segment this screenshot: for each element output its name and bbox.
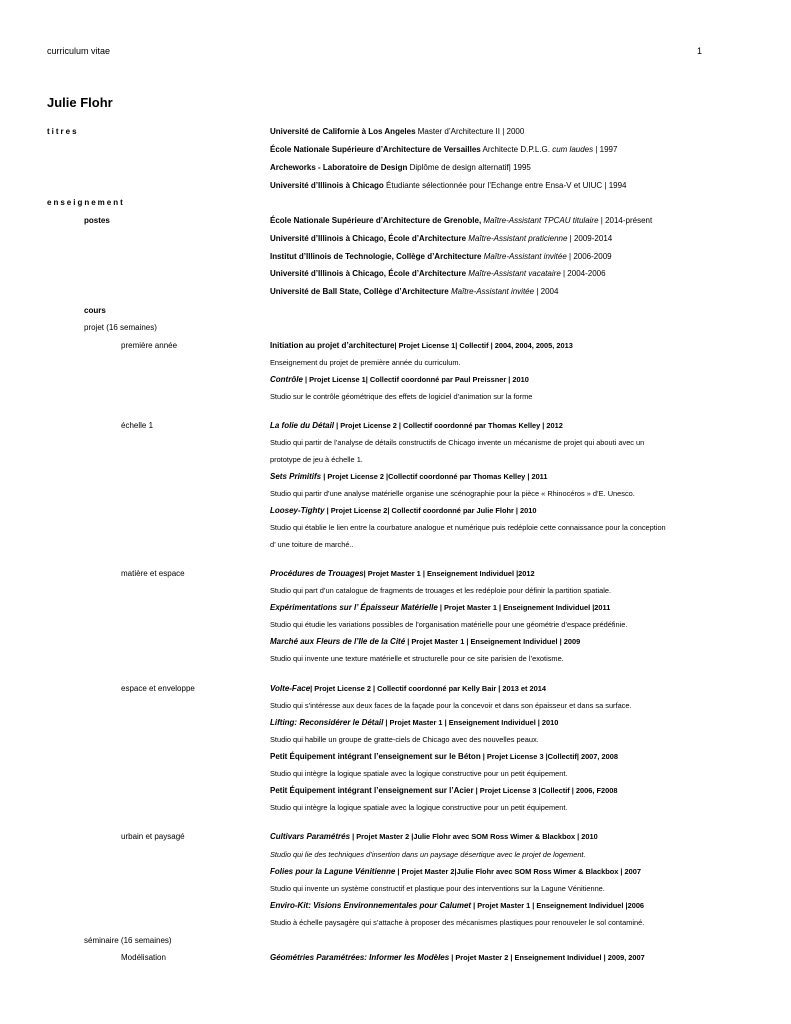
- titre-detail: Diplôme de design alternatif| 1995: [407, 163, 531, 172]
- course-description: Studio qui s’intéresse aux deux faces de la façade pour la concevoir et dans son épaisseur et dans sa surface.: [270, 701, 632, 710]
- course-title: Procédures de Trouages| Projet Master 1 | Enseignement Individuel |2012: [270, 569, 535, 578]
- group-label-urbain-paysage: urbain et paysagé: [121, 832, 185, 841]
- course-description: Studio qui étudie les variations possibles de l’organisation matérielle pour une géométrie d’espace prédéfinie.: [270, 620, 628, 629]
- course-title: Expérimentations sur l’ Épaisseur Matérielle | Projet Master 1 | Enseignement Individuel |2011: [270, 603, 611, 612]
- course-description: Studio qui intègre la logique spatiale avec la logique constructive pour un petit équipement.: [270, 769, 568, 778]
- poste-entry: [270, 269, 606, 278]
- group-label-premiere-annee: première année: [121, 341, 178, 350]
- course-description: prototype de jeu à échelle 1.: [270, 455, 363, 464]
- poste-role: Maître-Assistant TPCAU titulaire: [481, 216, 599, 225]
- poste-entry: [270, 252, 612, 261]
- course-description: Studio qui habille un groupe de gratte-ciels de Chicago avec des nouvelles peaux.: [270, 735, 539, 744]
- course-title: Contrôle | Projet License 1| Collectif coordonné par Paul Preissner | 2010: [270, 375, 529, 384]
- poste-entry: [270, 287, 558, 296]
- course-description: Studio qui partir de l’analyse de détails constructifs de Chicago invente un mécanisme de projet qui abouti avec un: [270, 438, 645, 447]
- header-label: curriculum vitae: [47, 46, 111, 56]
- group-label-modelisation: Modélisation: [121, 953, 166, 962]
- course-title: Petit Équipement intégrant l’enseignement sur le Béton | Projet License 3 |Collectif| 2007, 2008: [270, 752, 618, 761]
- poste-role: Maître-Assistant praticienne: [466, 234, 568, 243]
- poste-institution: Université d’Illinois à Chicago, École d’Architecture: [270, 234, 467, 243]
- course-title: Marché aux Fleurs de l’Ile de la Cité | Projet Master 1 | Enseignement Individuel | 2009: [270, 637, 581, 646]
- poste-dates: | 2004-2006: [560, 269, 606, 278]
- course-title: Petit Équipement intégrant l’enseignement sur l’Acier | Projet License 3 |Collectif | 2006, F2008: [270, 786, 618, 795]
- poste-institution: Université de Ball State, Collège d’Architecture: [270, 287, 449, 296]
- titre-institution: École Nationale Supérieure d’Architecture de Versailles: [270, 145, 481, 154]
- poste-institution: Université d’Illinois à Chicago, École d’Architecture: [270, 269, 467, 278]
- course-title: Folies pour la Lagune Vénitienne | Projet Master 2|Julie Flohr avec SOM Ross Wimer & Blackbox | 2007: [270, 867, 641, 876]
- poste-institution: École Nationale Supérieure d’Architecture de Grenoble,: [270, 216, 482, 225]
- postes-label: postes: [84, 216, 110, 225]
- poste-entry: [270, 216, 652, 225]
- seminar-title: Géométries Paramétrées: Informer les Modèles | Projet Master 2 | Enseignement Individuel | 2009, 2007: [270, 953, 645, 962]
- poste-role: Maître-Assistant invitée: [448, 287, 535, 296]
- titre-entry: [270, 127, 524, 136]
- poste-role: Maître-Assistant invitée: [481, 252, 567, 261]
- titre-entry: [270, 163, 531, 172]
- titre-institution: Université de Californie à Los Angeles: [270, 127, 416, 136]
- section-heading-enseignement: enseignement: [47, 198, 125, 207]
- course-title: Initiation au projet d’architecture| Projet License 1| Collectif | 2004, 2004, 2005, 2013: [270, 341, 573, 350]
- poste-institution: Institut d’Illinois de Technologie, Collège d’Architecture: [270, 252, 482, 261]
- cours-label: cours: [84, 306, 106, 315]
- titre-institution: Archeworks - Laboratoire de Design: [270, 163, 408, 172]
- titre-detail: Architecte D.P.L.G.: [480, 145, 553, 154]
- poste-dates: | 2004: [534, 287, 559, 296]
- poste-entry: [270, 234, 612, 243]
- course-title: Sets Primitifs | Projet License 2 |Collectif coordonné par Thomas Kelley | 2011: [270, 472, 548, 481]
- course-title: Enviro-Kit: Visions Environnementales pour Calumet | Projet Master 1 | Enseignement Individuel |2006: [270, 901, 645, 910]
- course-description: Enseignement du projet de première année du curriculum.: [270, 358, 461, 367]
- poste-role: Maître-Assistant vacataire: [466, 269, 561, 278]
- page-number: 1: [697, 46, 703, 56]
- titre-entry: [270, 145, 617, 154]
- group-label-espace-enveloppe: espace et enveloppe: [121, 684, 195, 693]
- course-description: Studio qui établie le lien entre la courbature analogue et numérique puis redéploie cette connaissance pour la conception: [270, 523, 666, 532]
- poste-dates: | 2006-2009: [566, 252, 612, 261]
- seminaire-label: séminaire (16 semaines): [84, 936, 172, 945]
- section-heading-titres: titres: [47, 127, 79, 136]
- course-title: Cultivars Paramétrés | Projet Master 2 |Julie Flohr avec SOM Ross Wimer & Blackbox | 2010: [270, 832, 598, 841]
- course-description: Studio qui part d’un catalogue de fragments de trouages et les redéploie pour définir la partition spatiale.: [270, 586, 612, 595]
- poste-dates: | 2009-2014: [567, 234, 613, 243]
- projet-label: projet (16 semaines): [84, 323, 157, 332]
- course-description: Studio sur le contrôle géométrique des effets de logiciel d’animation sur la forme: [270, 392, 533, 401]
- titre-year: | 1997: [593, 145, 618, 154]
- titre-detail: Master d’Architecture II | 2000: [415, 127, 525, 136]
- course-description: Studio qui lie des techniques d’insertion dans un paysage désertique avec le projet de logement.: [270, 850, 586, 859]
- course-title: Lifting: Reconsidérer le Détail | Projet Master 1 | Enseignement Individuel | 2010: [270, 718, 559, 727]
- course-description: Studio à échelle paysagère qui s’attache à proposer des mécanismes plastiques pour renouveler le sol contaminé.: [270, 918, 645, 927]
- person-name: Julie Flohr: [47, 95, 113, 110]
- course-title: La folie du Détail | Projet License 2 | Collectif coordonné par Thomas Kelley | 2012: [270, 421, 563, 430]
- course-description: Studio qui intègre la logique spatiale avec la logique constructive pour un petit équipement.: [270, 803, 568, 812]
- titre-institution: Université d’Illinois à Chicago: [270, 181, 384, 190]
- course-description: d’ une toiture de marché..: [270, 540, 354, 549]
- group-label-matiere-espace: matière et espace: [121, 569, 185, 578]
- titre-honors: cum laudes: [552, 145, 594, 154]
- course-title: Loosey-Tighty | Projet License 2| Collectif coordonné par Julie Flohr | 2010: [270, 506, 537, 515]
- course-description: Studio qui partir d’une analyse matérielle organise une scénographie pour la pièce « Rhinocéros » d’E. Unesco.: [270, 489, 635, 498]
- titre-entry: [270, 181, 626, 190]
- group-label-echelle-1: échelle 1: [121, 421, 154, 430]
- poste-dates: | 2014-présent: [598, 216, 653, 225]
- course-description: Studio qui invente un système constructif et plastique pour des interventions sur la Lagune Vénitienne.: [270, 884, 605, 893]
- course-title: Volte-Face| Projet License 2 | Collectif coordonné par Kelly Bair | 2013 et 2014: [270, 684, 546, 693]
- titre-detail: Étudiante sélectionnée pour l’Echange entre Ensa-V et UIUC | 1994: [383, 181, 627, 190]
- course-description: Studio qui invente une texture matérielle et structurelle pour ce site parisien de l’exotisme.: [270, 654, 564, 663]
